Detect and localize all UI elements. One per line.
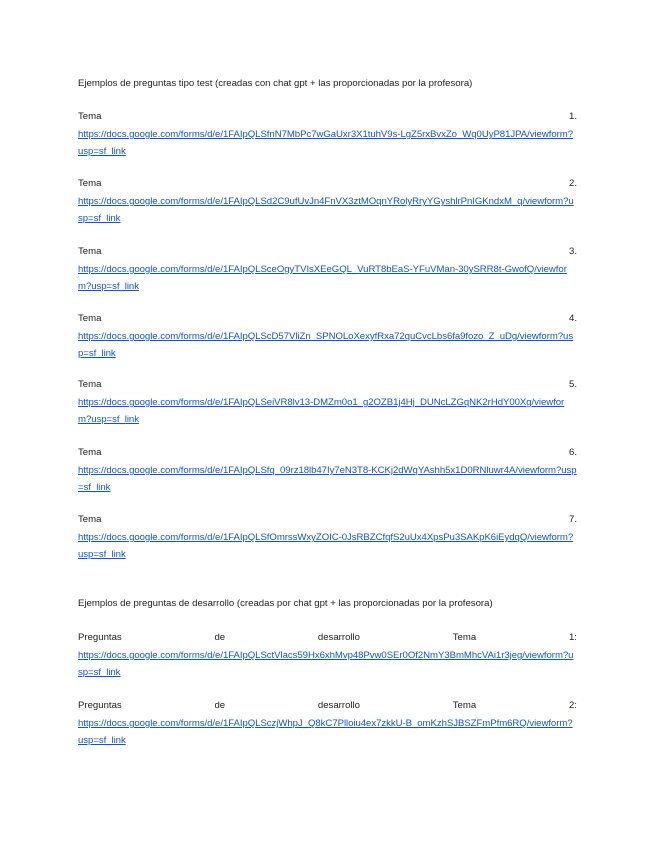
test-entry-3 <box>78 244 577 295</box>
entry-word: de <box>214 700 226 711</box>
form-link[interactable]: https://docs.google.com/forms/d/e/1FAIpQLSctVlacs59Hx6xhMvp48Pvw0SEr0Of2NmY3BmMhcVAi1r3jeg/viewform?usp=sf_link <box>78 650 574 678</box>
entry-number: 2. <box>568 178 577 189</box>
test-entry-2 <box>78 176 577 227</box>
entry-number: 2: <box>568 700 577 711</box>
entry-number: 6. <box>568 447 577 458</box>
form-link[interactable]: https://docs.google.com/forms/d/e/1FAIpQLSfq_09rz18lb47Iy7eN3T8-KCKj2dWqYAshh5x1D0RNluwr4A/viewform?usp=sf_link <box>78 465 577 493</box>
entry-heading <box>78 630 577 647</box>
test-section-heading: Ejemplos de preguntas tipo test (creadas con chat gpt + las proporcionadas por la profesora) <box>78 78 473 89</box>
form-link[interactable]: https://docs.google.com/forms/d/e/1FAIpQLSfnN7MbPc7wGaUxr3X1tuhV9s-LgZ5rxBvxZo_Wq0UyP81JPA/viewform?usp=sf_link <box>78 129 573 157</box>
test-entry-7 <box>78 512 577 563</box>
entry-label: Tema <box>78 514 102 525</box>
test-entry-6 <box>78 445 577 496</box>
entry-number: 4. <box>568 313 577 324</box>
form-link[interactable]: https://docs.google.com/forms/d/e/1FAIpQLSeiVR8lv13-DMZm0o1_g2OZB1j4Hj_DUNcLZGqNK2rHdY00Xg/viewform?usp=sf_link <box>78 397 565 425</box>
form-link[interactable]: https://docs.google.com/forms/d/e/1FAIpQLSczjWhpJ_Q8kC7Plloiu4ex7zkkU-B_omKzhSJBSZFmPfm6RQ/viewform?usp=sf_link <box>78 718 573 746</box>
entry-number: 1. <box>568 111 577 122</box>
entry-word: de <box>214 632 226 643</box>
entry-word: desarrollo <box>317 700 361 711</box>
test-entry-1 <box>78 109 577 160</box>
entry-label: Tema <box>78 447 102 458</box>
entry-number: 5. <box>568 379 577 390</box>
form-link[interactable]: https://docs.google.com/forms/d/e/1FAIpQLSceOgyTVIsXEeGQL_VuRT8bEaS-YFuVMan-30ySRR8t-GwofQ/viewform?usp=sf_link <box>78 264 567 292</box>
entry-heading <box>78 244 577 261</box>
entry-word: Tema <box>452 632 477 643</box>
entry-number: 7. <box>568 514 577 525</box>
entry-word: Preguntas <box>78 632 122 643</box>
dev-section-heading: Ejemplos de preguntas de desarrollo (creadas por chat gpt + las proporcionadas por la profesora) <box>78 598 493 609</box>
entry-label: Tema <box>78 379 102 390</box>
form-link[interactable]: https://docs.google.com/forms/d/e/1FAIpQLSfOmrssWxyZOIC-0JsRBZCfqfS2uUx4XpsPu3SAKpK6iEydqQ/viewform?usp=sf_link <box>78 532 574 560</box>
test-entry-5 <box>78 377 577 428</box>
form-link[interactable]: https://docs.google.com/forms/d/e/1FAIpQLScD57VliZn_SPNOLoXexyfRxa72quCvcLbs6fa9fozo_Z_uDg/viewform?usp=sf_link <box>78 331 574 359</box>
entry-heading <box>78 445 577 462</box>
entry-heading <box>78 311 577 328</box>
entry-word: Preguntas <box>78 700 122 711</box>
entry-label: Tema <box>78 246 102 257</box>
form-link[interactable]: https://docs.google.com/forms/d/e/1FAIpQLSd2C9ufUvJn4FnVX3ztMOqnYRolyRryYGyshlrPnIGKndxM_q/viewform?usp=sf_link <box>78 196 574 224</box>
entry-heading <box>78 109 577 126</box>
entry-label: Tema <box>78 111 102 122</box>
dev-entry-1 <box>78 630 577 681</box>
entry-word: desarrollo <box>317 632 361 643</box>
entry-heading <box>78 377 577 394</box>
entry-label: Tema <box>78 178 102 189</box>
dev-entry-2 <box>78 698 577 749</box>
entry-heading <box>78 698 577 715</box>
entry-number: 1: <box>568 632 577 643</box>
test-entry-4 <box>78 311 577 362</box>
entry-label: Tema <box>78 313 102 324</box>
entry-heading <box>78 176 577 193</box>
entry-number: 3. <box>568 246 577 257</box>
entry-heading <box>78 512 577 529</box>
entry-word: Tema <box>452 700 477 711</box>
